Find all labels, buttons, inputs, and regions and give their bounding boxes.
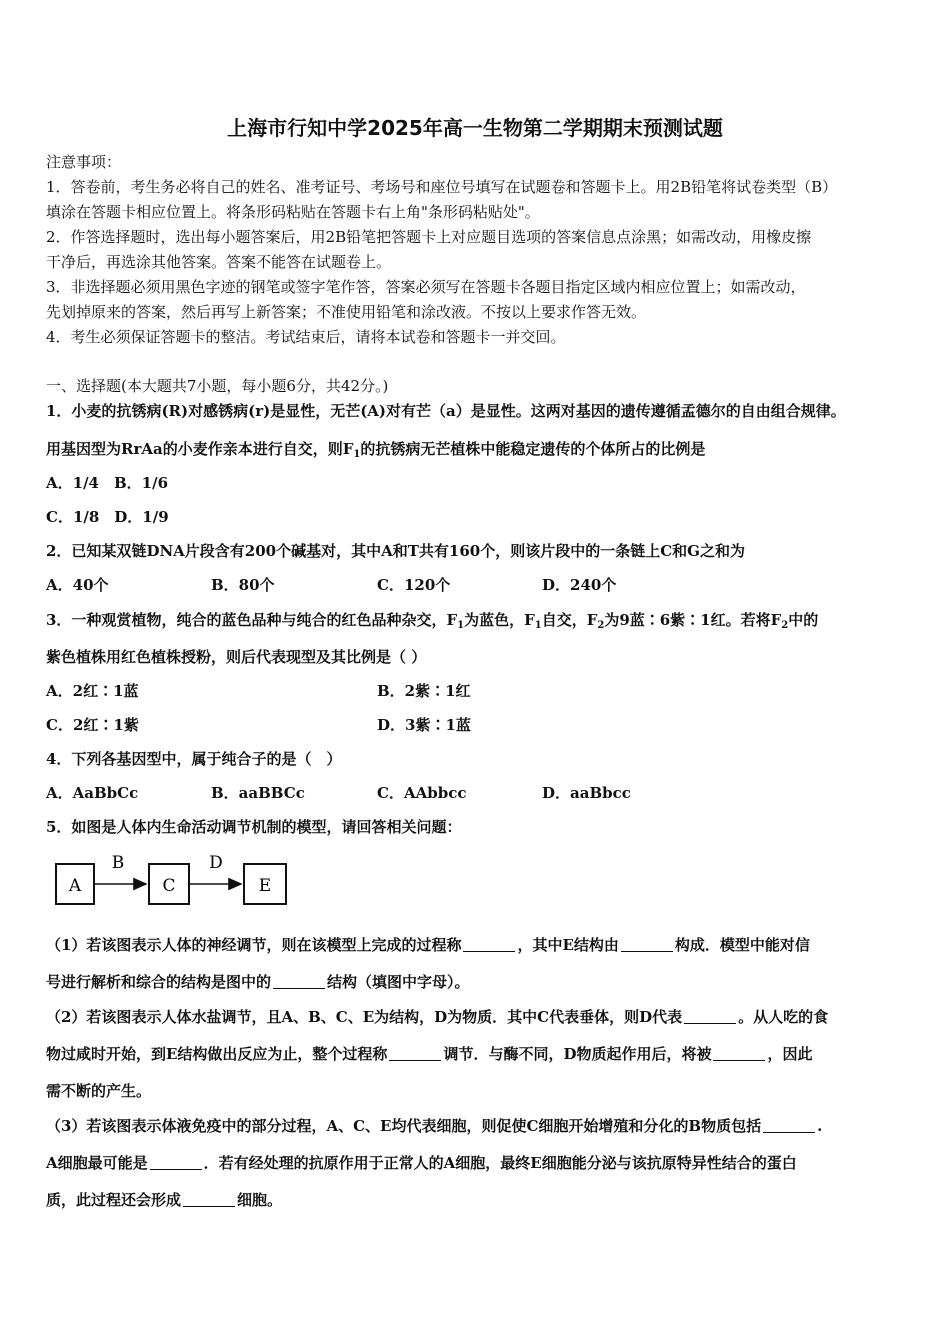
question-1-stem: 1．小麦的抗锈病(R)对感锈病(r)是显性，无芒(A)对有芒（a）是显性。这两对基因的遗传遵循孟德尔的自由组合规律。 [46,402,846,420]
question-2-option-c: C．120个 [377,576,451,594]
question-5-part-2-line3: 需不断的产生。 [46,1082,152,1100]
question-3-stem: 3．一种观赏植物，纯合的蓝色品种与纯合的红色品种杂交，$F_1$为蓝色，$F_1$自交，$F_2$为9蓝∶6紫∶1红。若将$F_2$中的 [46,611,819,631]
question-5-part-1: （1）若该图表示人体的神经调节，则在该模型上完成的过程称 ，其中E结构由 构成．模型中能对信 [46,936,810,954]
notice-line: 4．考生必须保证答题卡的整洁。考试结束后，请将本试卷和答题卡一并交回。 [46,328,566,346]
question-1-stem-line2: 用基因型为RrAa的小麦作亲本进行自交，则$F_1$的抗锈病无芒植株中能稳定遗传的个体所占的比例是 [46,440,706,460]
question-2-option-a: A．40个 [46,576,109,594]
answer-blank [713,1047,765,1061]
question-5-part-3: （3）若该图表示体液免疫中的部分过程，A、C、E均代表细胞，则促使C细胞开始增殖和分化的B物质包括 . [46,1117,823,1135]
question-1-options-cd: C．1/8 D．1/9 [46,508,169,526]
answer-blank [463,938,515,952]
question-5-part-2-line2: 物过咸时开始，到E结构做出反应为止，整个过程称 调节．与酶不同，D物质起作用后，将被 ，因此 [46,1045,813,1063]
page-title: 上海市行知中学2025年高一生物第二学期期末预测试题 [227,116,723,140]
notice-line: 填涂在答题卡相应位置上。将条形码粘贴在答题卡右上角"条形码粘贴处"。 [46,203,540,221]
answer-blank [684,1010,736,1024]
answer-blank [389,1047,441,1061]
diagram-arrow-b-label: B [111,853,125,873]
question-5-part-1-line2: 号进行解析和综合的结构是图中的 结构（填图中字母）。 [46,973,470,991]
diagram-box-c-label: C [162,876,176,896]
question-5-stem: 5．如图是人体内生命活动调节机制的模型，请回答相关问题： [46,818,462,836]
question-5-part-2: （2）若该图表示人体水盐调节，且A、B、C、E为结构，D为物质．其中C代表垂体，则D代表 。从人吃的食 [46,1008,829,1026]
question-3-option-c: C．2红∶1紫 [46,716,139,734]
question-3-stem-line2: 紫色植株用红色植株授粉，则后代表现型及其比例是（ ） [46,648,427,666]
question-4-option-b: B．aaBBCc [211,784,305,802]
question-5-part-3-line3: 质，此过程还会形成 细胞。 [46,1191,283,1209]
answer-blank [763,1119,815,1133]
notice-line: 先划掉原来的答案，然后再写上新答案；不准使用铅笔和涂改液。不按以上要求作答无效。 [46,303,647,321]
notice-heading: 注意事项： [46,153,122,171]
diagram-arrow-d-label: D [209,853,223,873]
question-5-part-3-line2: A细胞最可能是 ．若有经处理的抗原作用于正常人的A细胞，最终E细胞能分泌与该抗原特异性结合的蛋白 [46,1154,797,1172]
question-3-option-a: A．2红∶1蓝 [46,682,139,700]
question-3-option-b: B．2紫∶1红 [377,682,471,700]
notice-line: 1．答卷前，考生务必将自己的姓名、准考证号、考场号和座位号填写在试题卷和答题卡上。用2B铅笔将试卷类型（B） [46,178,838,196]
question-3-option-d: D．3紫∶1蓝 [377,716,471,734]
answer-blank [183,1193,235,1207]
notice-line: 3．非选择题必须用黑色字迹的钢笔或签字笔作答，答案必须写在答题卡各题目指定区域内相应位置上；如需改动， [46,278,806,296]
answer-blank [150,1156,202,1170]
notice-line: 2．作答选择题时，选出每小题答案后，用2B铅笔把答题卡上对应题目选项的答案信息点涂黑；如需改动，用橡皮擦 [46,228,812,246]
section-heading: 一、选择题(本大题共7小题，每小题6分，共42分。) [46,377,389,395]
question-4-option-a: A．AaBbCc [46,784,139,802]
question-4-option-d: D．aaBbcc [542,784,631,802]
question-4-stem: 4．下列各基因型中，属于纯合子的是（ ） [46,750,342,768]
notice-line: 干净后，再选涂其他答案。答案不能答在试题卷上。 [46,253,392,271]
question-2-option-d: D．240个 [542,576,617,594]
question-2-option-b: B．80个 [211,576,275,594]
diagram-box-a-label: A [68,876,82,896]
question-2-stem: 2．已知某双链DNA片段含有200个碱基对，其中A和T共有160个，则该片段中的一条链上C和G之和为 [46,542,745,560]
diagram-box-e-label: E [258,876,272,896]
answer-blank [273,975,325,989]
answer-blank [621,938,673,952]
question-1-options-ab: A．1/4 B．1/6 [46,474,169,492]
question-4-option-c: C．AAbbcc [377,784,467,802]
regulation-model-diagram [50,848,295,910]
